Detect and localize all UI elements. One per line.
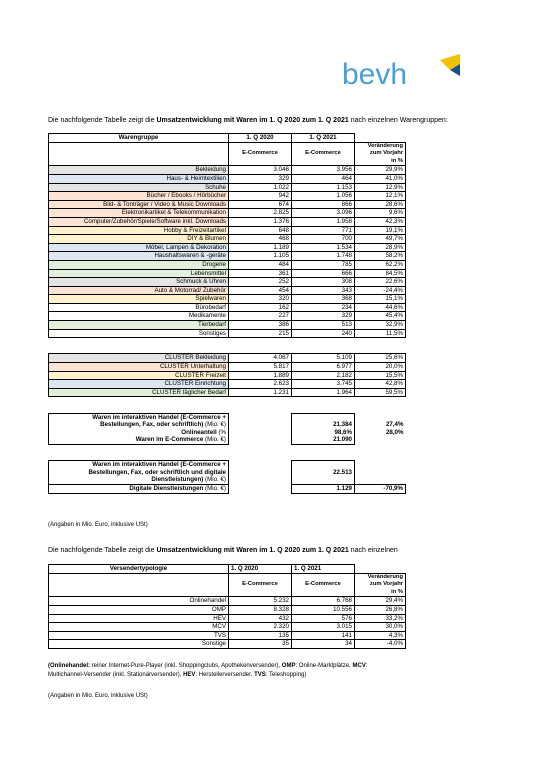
header-q2020: 1. Q 2020 [229, 134, 292, 143]
row-value-2021: 866 [292, 200, 355, 209]
note-2: (Angaben in Mio. Euro, inklusive USt) [48, 693, 148, 699]
intro-text-1 [48, 117, 448, 124]
header-blank-3 [49, 158, 229, 166]
t2-header-empty [355, 565, 406, 574]
t2-header-change-1: Veränderung [355, 573, 406, 581]
legend-t10: TVS [254, 672, 266, 678]
t2-row-value-2021: 6.768 [292, 597, 355, 606]
row-label: Haus- & Heimtextilien [49, 174, 229, 183]
table-row [49, 260, 406, 269]
spacer-row [49, 405, 406, 413]
cluster-label: CLUSTER Unterhaltung [49, 363, 229, 372]
t2-table-row [49, 614, 406, 623]
row-value-2021: 1.958 [292, 217, 355, 226]
bevh-logo [338, 54, 478, 94]
cluster-row [49, 388, 406, 397]
cluster-label: CLUSTER Einrichtung [49, 380, 229, 389]
t2-row-label: TVS [49, 631, 229, 640]
summary2-digital-value: 1.129 [292, 484, 355, 493]
spacer-cell [229, 405, 292, 413]
row-value-2020: 361 [229, 269, 292, 278]
row-value-2021: 368 [292, 295, 355, 304]
row-value-2021: 1.153 [292, 183, 355, 192]
row-value-2021: 234 [292, 303, 355, 312]
row-change: 9,6% [355, 209, 406, 218]
row-change: 42,3% [355, 217, 406, 226]
summary1-l3-bold: Onlineanteil [181, 428, 217, 436]
summary1-ecom-value: 21.090 [292, 436, 355, 444]
spacer-cell [355, 397, 406, 405]
row-value-2021: 1.534 [292, 243, 355, 252]
row-value-2021: 3.956 [292, 166, 355, 175]
summary2-empty-c2 [355, 469, 406, 477]
t2-header-blank [49, 573, 229, 581]
cluster-label: CLUSTER Bekleidung [49, 354, 229, 363]
cluster-row [49, 380, 406, 389]
summary1-row2 [49, 421, 406, 429]
spacer-cell [229, 338, 292, 346]
summary2-empty-a4 [229, 484, 292, 493]
summary1-l2-bold: Bestellungen, Fax, oder schriftlich) [100, 421, 204, 429]
spacer-cell [355, 338, 406, 346]
cluster-value-2020: 1.231 [229, 388, 292, 397]
row-change: 41,0% [355, 174, 406, 183]
spacer-cell [292, 397, 355, 405]
t2-row-value-2020: 35 [229, 640, 292, 649]
note-1: (Angaben in Mio. Euro, inklusive USt) [48, 522, 148, 528]
cluster-value-2020: 4.067 [229, 354, 292, 363]
spacer-cell [292, 444, 355, 452]
header-blank [49, 142, 229, 150]
header-q2021: 1. Q 2021 [292, 134, 355, 143]
summary2-value: 22.513 [292, 469, 355, 477]
table-row [49, 226, 406, 235]
table-row [49, 217, 406, 226]
table-row [49, 200, 406, 209]
summary2-row1 [49, 461, 406, 469]
header-spacer-a [229, 142, 292, 150]
intro1-post: nach einzelnen Warengruppen: [348, 117, 448, 124]
row-change: 22,6% [355, 278, 406, 287]
summary1-empty-c4 [355, 436, 406, 444]
t2-row-label: Onlinehandel [49, 597, 229, 606]
summary1-row4 [49, 436, 406, 444]
cluster-row [49, 354, 406, 363]
t2-header-spacer-c [229, 589, 292, 597]
table-warengruppen [48, 133, 406, 494]
row-value-2021: 240 [292, 329, 355, 338]
table-row [49, 183, 406, 192]
t2-row-value-2020: 8.328 [229, 605, 292, 614]
spacer-cell [49, 346, 229, 354]
t2-table-row [49, 605, 406, 614]
summary2-digital-change: -70,9% [355, 484, 406, 493]
row-change: 32,9% [355, 321, 406, 330]
cluster-value-2021: 1.964 [292, 388, 355, 397]
table-row [49, 321, 406, 330]
summary1-l2 [49, 421, 229, 429]
spacer-cell [355, 346, 406, 354]
table-row [49, 174, 406, 183]
summary1-empty-a3 [229, 429, 292, 437]
row-value-2020: 329 [229, 174, 292, 183]
spacer-cell [355, 444, 406, 452]
spacer-row [49, 453, 406, 461]
summary2-empty-c [355, 461, 406, 469]
summary1-empty-b [292, 413, 355, 421]
table-row [49, 192, 406, 201]
table-versendertypologie [48, 564, 406, 649]
row-value-2020: 386 [229, 321, 292, 330]
t2-header-spacer-b [292, 573, 355, 581]
row-change: 49,7% [355, 235, 406, 244]
summary1-empty-a2 [229, 421, 292, 429]
row-label: Computer/Zubehör/Spiele/Software inkl. Downloads [49, 217, 229, 226]
summary2-row3 [49, 476, 406, 484]
t2-header-ecom-b: E-Commerce [292, 581, 355, 589]
summary2-empty-a3 [229, 476, 292, 484]
summary1-l4-unit: (Mio. €) [203, 436, 226, 444]
t2-table-row [49, 640, 406, 649]
t2-row-label: MCV [49, 623, 229, 632]
row-change: 45,4% [355, 312, 406, 321]
header-blank-2 [49, 150, 229, 158]
t2-row-value-2021: 141 [292, 631, 355, 640]
summary2-l1 [49, 461, 229, 469]
summary1-l4-bold: Waren im E-Commerce [135, 436, 204, 444]
row-value-2020: 3.046 [229, 166, 292, 175]
row-change: 12,1% [355, 192, 406, 201]
spacer-cell [292, 405, 355, 413]
spacer-cell [49, 397, 229, 405]
t2-row-label: OMP [49, 605, 229, 614]
spacer-cell [49, 444, 229, 452]
row-change: 19,1% [355, 226, 406, 235]
summary1-value: 21.384 [292, 421, 355, 429]
row-label: Auto & Motorrad/ Zubehör [49, 286, 229, 295]
row-value-2021: 700 [292, 235, 355, 244]
row-label: Hobby & Freizeitartikel [49, 226, 229, 235]
t2-row-value-2021: 3.015 [292, 623, 355, 632]
spacer-cell [292, 453, 355, 461]
t2-header-change-2: zum Vorjahr [355, 581, 406, 589]
cluster-row [49, 363, 406, 372]
summary2-l2-bold: Bestellungen, Fax, oder schriftlich und digitale [88, 468, 226, 476]
row-value-2020: 227 [229, 312, 292, 321]
summary1-l4 [49, 436, 229, 444]
t2-table-row [49, 631, 406, 640]
row-label: DIY & Blumen [49, 235, 229, 244]
legend-t5: MCV [352, 663, 366, 669]
summary2-l3-unit: (Mio. €) [203, 476, 226, 484]
t2-row-value-2020: 2.320 [229, 623, 292, 632]
header-ecom-b: E-Commerce [292, 150, 355, 158]
bevh-logo-graphic [338, 54, 478, 94]
table-row [49, 329, 406, 338]
cluster-value-2020: 2.623 [229, 380, 292, 389]
summary2-row4 [49, 484, 406, 493]
spacer-cell [49, 405, 229, 413]
summary1-empty-a4 [229, 436, 292, 444]
row-value-2020: 1.105 [229, 252, 292, 261]
legend-t7: Multichannel-Versender (inkl. Stationärversender), [48, 672, 184, 678]
t2-row-value-2020: 135 [229, 631, 292, 640]
summary2-l4-unit: (Mio. €) [203, 484, 226, 492]
summary2-l1-bold: Waren im interaktiven Handel (E-Commerce + [92, 461, 226, 469]
spacer-cell [229, 444, 292, 452]
spacer-cell [49, 338, 229, 346]
row-change: 62,2% [355, 260, 406, 269]
header-spacer-b [292, 142, 355, 150]
row-value-2021: 666 [292, 269, 355, 278]
row-change: 15,1% [355, 295, 406, 304]
t2-header-change-3: in % [355, 589, 406, 597]
row-value-2020: 454 [229, 286, 292, 295]
spacer-cell [355, 405, 406, 413]
summary2-empty-b3 [292, 476, 355, 484]
row-change: 29,9% [355, 166, 406, 175]
legend-t1: (Onlinehandel: [48, 663, 90, 669]
row-value-2020: 162 [229, 303, 292, 312]
summary2-l3-bold: Dienstleistungen) [151, 476, 204, 484]
spacer-cell [49, 453, 229, 461]
spacer-cell [292, 346, 355, 354]
summary2-l3 [49, 476, 229, 484]
t2-row-value-2021: 34 [292, 640, 355, 649]
row-label: Medikamente [49, 312, 229, 321]
cluster-change: 25,6% [355, 354, 406, 363]
row-label: Elektronikartikel & Telekommunikation [49, 209, 229, 218]
cluster-value-2021: 6.977 [292, 363, 355, 372]
row-value-2021: 329 [292, 312, 355, 321]
header-change-2: zum Vorjahr [355, 150, 406, 158]
summary1-l1-bold: Waren im interaktiven Handel (E-Commerce + [92, 413, 226, 421]
intro2-pre: Die nachfolgende Tabelle zeigt die [48, 547, 157, 554]
header-warengruppe: Warengruppe [49, 134, 229, 143]
cluster-label: CLUSTER Freizeit [49, 371, 229, 380]
summary1-l3 [49, 429, 229, 437]
cluster-value-2021: 2.182 [292, 371, 355, 380]
row-label: Schmuck & Uhren [49, 278, 229, 287]
row-change: 12,9% [355, 183, 406, 192]
row-value-2021: 785 [292, 260, 355, 269]
row-value-2020: 1.189 [229, 243, 292, 252]
cluster-value-2020: 1.889 [229, 371, 292, 380]
row-label: Bild- & Tonträger / Video & Music Downloads [49, 200, 229, 209]
t2-table-row [49, 623, 406, 632]
t2-row-label: HEV [49, 614, 229, 623]
spacer-row [49, 346, 406, 354]
summary1-empty-a [229, 413, 292, 421]
spacer-cell [355, 453, 406, 461]
header-change-1: Veränderung [355, 142, 406, 150]
t2-header-blank-3 [49, 589, 229, 597]
summary2-empty-a2 [229, 469, 292, 477]
t2-header-blank-2 [49, 581, 229, 589]
header-empty [355, 134, 406, 143]
spacer-row [49, 397, 406, 405]
row-change: 28,9% [355, 243, 406, 252]
summary2-empty-a [229, 461, 292, 469]
t2-header-q2021: 1. Q 2021 [292, 565, 355, 574]
summary1-change: 27,4% [385, 421, 404, 429]
summary1-l2-unit: (Mio. €) [203, 421, 226, 429]
summary2-empty-c3 [355, 476, 406, 484]
legend-t3: OMP [281, 663, 296, 669]
summary2-l2 [49, 469, 229, 477]
table-row [49, 235, 406, 244]
table-row [49, 209, 406, 218]
header-spacer-c [229, 158, 292, 166]
header-change-3: in % [355, 158, 406, 166]
intro1-bold: Umsatzentwicklung mit Waren im 1. Q 2020 zum 1. Q 2021 [156, 117, 349, 124]
header-spacer-d [292, 158, 355, 166]
t2-row-value-2021: 576 [292, 614, 355, 623]
spacer-cell [229, 397, 292, 405]
legend-text [48, 662, 508, 680]
row-value-2021: 464 [292, 174, 355, 183]
row-label: Tierbedarf [49, 321, 229, 330]
row-value-2021: 1.056 [292, 192, 355, 201]
row-label: Drogerie [49, 260, 229, 269]
table-row [49, 303, 406, 312]
legend-t2: reiner Internet-Pure-Player (inkl. Shoppingclubs, Apothekenversender), [90, 663, 282, 669]
legend-t9: : Herstellerversender, [195, 672, 255, 678]
row-change: 11,5% [355, 329, 406, 338]
cluster-change: 20,0% [355, 363, 406, 372]
t2-header-ecom-a: E-Commerce [229, 581, 292, 589]
intro2-post: nach einzelnen [348, 547, 398, 554]
t2-row-value-2020: 432 [229, 614, 292, 623]
summary2-l4 [49, 484, 229, 493]
t2-row-change: 30,0% [355, 623, 406, 632]
t2-table-row [49, 597, 406, 606]
row-value-2020: 252 [229, 278, 292, 287]
legend-t4: : Online-Marktplätze, [295, 663, 353, 669]
table-row [49, 286, 406, 295]
cluster-value-2021: 3.745 [292, 380, 355, 389]
t2-row-change: 26,8% [355, 605, 406, 614]
summary2-l4-bold: Digitale Dienstleistungen [129, 484, 204, 492]
spacer-cell [229, 346, 292, 354]
spacer-cell [229, 453, 292, 461]
row-value-2020: 320 [229, 295, 292, 304]
intro1-pre: Die nachfolgende Tabelle zeigt die [48, 117, 157, 124]
row-value-2021: 1.748 [292, 252, 355, 261]
summary1-row3 [49, 429, 406, 437]
row-label: Lebensmittel [49, 269, 229, 278]
cluster-value-2021: 5.109 [292, 354, 355, 363]
row-value-2020: 674 [229, 200, 292, 209]
cluster-row [49, 371, 406, 380]
intro2-bold: Umsatzentwicklung mit Waren im 1. Q 2020 zum 1. Q 2021 [156, 547, 349, 554]
row-value-2021: 308 [292, 278, 355, 287]
row-value-2021: 513 [292, 321, 355, 330]
intro-text-2 [48, 547, 398, 554]
table-row [49, 278, 406, 287]
cluster-change: 15,5% [355, 371, 406, 380]
row-label: Möbel, Lampen & Dekoration [49, 243, 229, 252]
row-value-2020: 484 [229, 260, 292, 269]
row-change: -24,4% [355, 286, 406, 295]
table-row [49, 312, 406, 321]
logo-text: bevh [342, 58, 408, 91]
t2-row-change: 29,4% [355, 597, 406, 606]
table-row [49, 295, 406, 304]
row-value-2021: 343 [292, 286, 355, 295]
row-change: 28,6% [355, 200, 406, 209]
row-value-2020: 468 [229, 235, 292, 244]
summary1-online-share: 98,6% [292, 429, 355, 437]
legend-t11: : Teleshopping) [265, 672, 307, 678]
table-row [49, 269, 406, 278]
row-label: Bekleidung [49, 166, 229, 175]
row-value-2020: 2.825 [229, 209, 292, 218]
summary2-empty-b [292, 461, 355, 469]
summary1-l3-unit: (% [216, 428, 226, 436]
row-value-2020: 1.022 [229, 183, 292, 192]
summary1-row1 [49, 413, 406, 421]
summary2-row2 [49, 469, 406, 477]
row-value-2020: 942 [229, 192, 292, 201]
t2-row-value-2021: 10.556 [292, 605, 355, 614]
cluster-label: CLUSTER täglicher Bedarf [49, 388, 229, 397]
t2-row-change: 33,2% [355, 614, 406, 623]
table-row [49, 252, 406, 261]
legend-t6: : [365, 663, 368, 669]
t2-header-q2020: 1. Q 2020 [229, 565, 292, 574]
cluster-change: 59,5% [355, 388, 406, 397]
t2-row-change: 4,3% [355, 631, 406, 640]
legend-t8: HEV [183, 672, 196, 678]
summary1-online-change: 28,0% [385, 428, 404, 436]
table-row [49, 166, 406, 175]
spacer-row [49, 444, 406, 452]
t2-header-spacer-d [292, 589, 355, 597]
row-value-2020: 648 [229, 226, 292, 235]
row-label: Bücher / Ebooks / Hörbücher [49, 192, 229, 201]
row-change: 84,5% [355, 269, 406, 278]
row-change: 58,2% [355, 252, 406, 261]
row-value-2021: 3.096 [292, 209, 355, 218]
row-label: Schuhe [49, 183, 229, 192]
summary1-empty-c [355, 413, 406, 421]
row-value-2021: 771 [292, 226, 355, 235]
cluster-change: 42,8% [355, 380, 406, 389]
row-change: 44,6% [355, 303, 406, 312]
t2-header-group: Versendertypologie [49, 565, 229, 574]
spacer-cell [292, 338, 355, 346]
row-label: Spielwaren [49, 295, 229, 304]
t2-row-value-2020: 5.232 [229, 597, 292, 606]
t2-row-label: Sonstige [49, 640, 229, 649]
row-label: Bürobedarf [49, 303, 229, 312]
header-ecom-a: E-Commerce [229, 150, 292, 158]
row-label: Sonstiges [49, 329, 229, 338]
table-row [49, 243, 406, 252]
t2-header-spacer-a [229, 573, 292, 581]
spacer-row [49, 338, 406, 346]
t2-row-change: -4,0% [355, 640, 406, 649]
row-value-2020: 1.376 [229, 217, 292, 226]
summary1-l1 [49, 413, 229, 421]
row-label: Haushaltswaren & -geräte [49, 252, 229, 261]
cluster-value-2020: 5.817 [229, 363, 292, 372]
row-value-2020: 215 [229, 329, 292, 338]
